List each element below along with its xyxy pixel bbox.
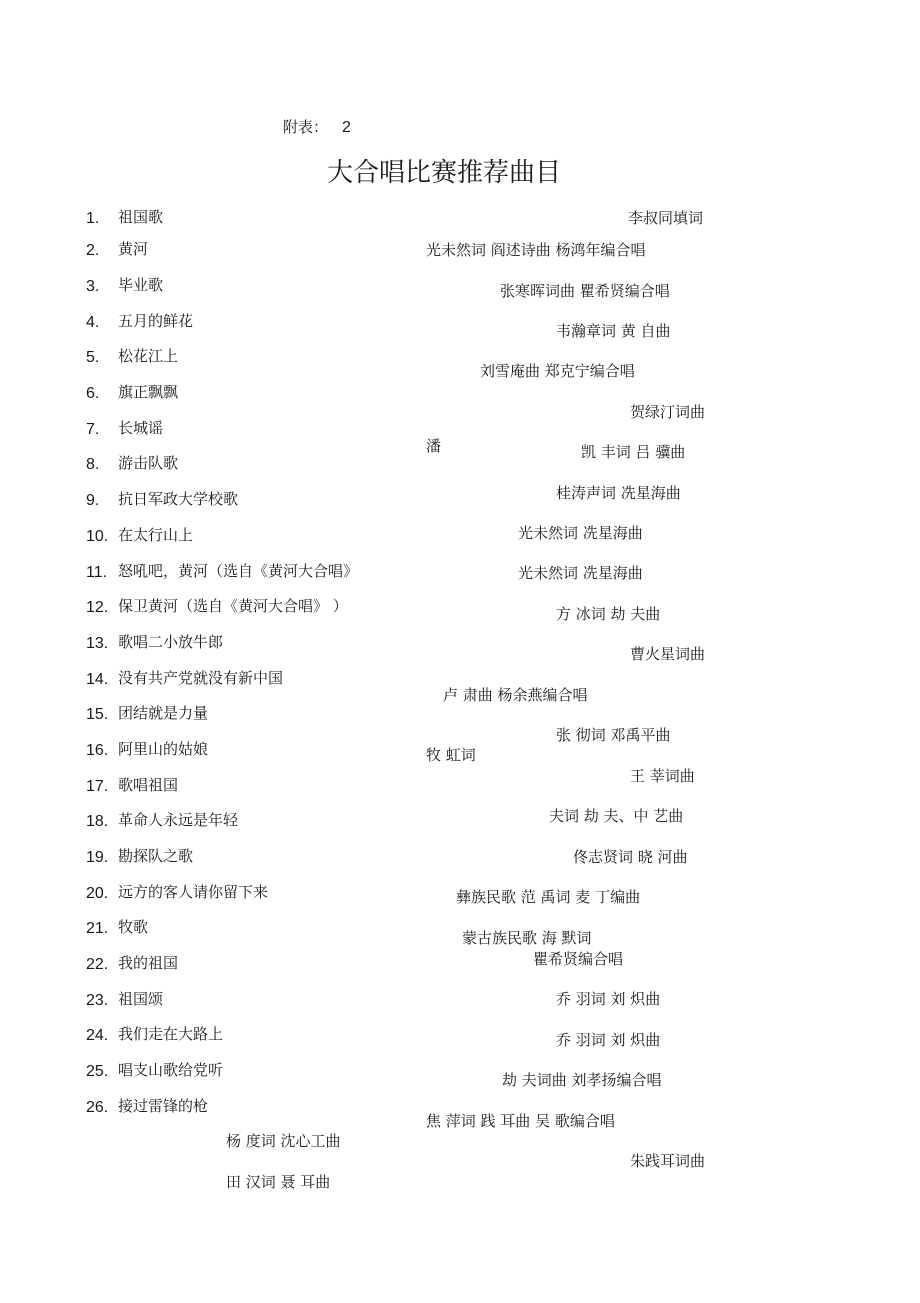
song-item: [86, 1027, 108, 1044]
song-credit: 光未然词 阎述诗曲 杨鸿年编合唱: [426, 241, 646, 259]
song-credit: 方 冰词 劫 夫曲: [556, 605, 661, 623]
song-credit: 劫 夫词曲 刘孝扬编合唱: [502, 1071, 662, 1089]
song-item: [86, 456, 99, 473]
song-item: [86, 778, 108, 795]
song-credit: 张 彻词 邓禹平曲: [556, 726, 671, 744]
song-item: [86, 635, 108, 652]
song-title: 保卫黄河（选自《黄河大合唱》 ）: [118, 597, 348, 615]
song-title: 祖国歌: [118, 208, 164, 226]
song-credit: 凯 丰词 吕 骥曲: [581, 443, 686, 461]
song-title: 在太行山上: [118, 526, 194, 544]
song-item: [86, 742, 108, 759]
song-title: 勘探队之歌: [118, 847, 194, 865]
song-credit: 朱践耳词曲: [630, 1152, 706, 1170]
song-number: 16.: [86, 742, 109, 759]
song-number: 11.: [86, 564, 108, 581]
song-item: [86, 421, 99, 438]
song-title: 牧歌: [118, 918, 149, 936]
song-item: [86, 706, 108, 723]
song-credit: 贺绿汀词曲: [630, 403, 706, 421]
song-item: [86, 599, 108, 616]
song-number: 8.: [86, 456, 100, 473]
song-item: [86, 314, 99, 331]
song-title: 歌唱二小放牛郎: [118, 633, 224, 651]
song-credit: 王 莘词曲: [630, 767, 695, 785]
song-item: [86, 528, 108, 545]
song-title: 怒吼吧，黄河（选自《黄河大合唱》: [118, 562, 359, 580]
song-title: 游击队歌: [118, 454, 179, 472]
song-number: 18.: [86, 813, 109, 830]
song-credit: 乔 羽词 刘 炽曲: [556, 990, 661, 1008]
annex-label: [283, 120, 351, 136]
song-credit: 潘: [426, 437, 442, 455]
song-credit: 光未然词 冼星海曲: [518, 564, 643, 582]
song-credit: 张寒晖词曲 瞿希贤编合唱: [500, 282, 670, 300]
song-title: 革命人永远是年轻: [118, 811, 239, 829]
song-item: [86, 385, 99, 402]
song-title: 没有共产党就没有新中国: [118, 669, 284, 687]
song-number: 24.: [86, 1027, 109, 1044]
song-credit: 牧 虹词: [426, 746, 476, 764]
song-item: [86, 956, 108, 973]
song-number: 5.: [86, 349, 100, 366]
song-credit: 焦 萍词 践 耳曲 吴 歌编合唱: [426, 1112, 615, 1130]
song-number: 12.: [86, 599, 109, 616]
song-number: 21.: [86, 920, 109, 937]
song-credit: 蒙古族民歌 海 默词: [462, 929, 592, 947]
song-credit: 光未然词 冼星海曲: [518, 524, 643, 542]
song-title: 松花江上: [118, 347, 179, 365]
song-title: 接过雷锋的枪: [118, 1097, 209, 1115]
song-number: 22.: [86, 956, 109, 973]
song-title: 抗日军政大学校歌: [118, 490, 239, 508]
song-credit: 卢 肃曲 杨余燕编合唱: [443, 686, 588, 704]
song-item: [86, 564, 107, 581]
page-title: 大合唱比赛推荐曲目: [326, 158, 561, 188]
song-number: 7.: [86, 421, 100, 438]
song-number: 25.: [86, 1063, 109, 1080]
song-title: 我们走在大路上: [118, 1025, 224, 1043]
song-item: [86, 278, 99, 295]
song-title: 远方的客人请你留下来: [118, 883, 269, 901]
song-title: 黄河: [118, 240, 149, 258]
song-title: 旗正飘飘: [118, 383, 179, 401]
song-number: 15.: [86, 706, 109, 723]
song-number: 4.: [86, 314, 100, 331]
song-credit: 曹火星词曲: [630, 645, 706, 663]
song-number: 26.: [86, 1099, 109, 1116]
song-credit: 夫词 劫 夫、中 艺曲: [549, 807, 684, 825]
annex-number: 2: [342, 119, 351, 136]
song-credit: 佟志贤词 晓 河曲: [573, 848, 688, 866]
song-item: [86, 210, 99, 227]
song-number: 13.: [86, 635, 109, 652]
song-number: 19.: [86, 849, 109, 866]
song-item: [86, 349, 99, 366]
song-number: 2.: [86, 242, 100, 259]
song-title: 团结就是力量: [118, 704, 209, 722]
song-title: 歌唱祖国: [118, 776, 179, 794]
song-credit: 彝族民歌 范 禹词 麦 丁编曲: [456, 888, 641, 906]
song-credit: 乔 羽词 刘 炽曲: [556, 1031, 661, 1049]
song-item: [86, 849, 108, 866]
song-credit: 桂涛声词 冼星海曲: [556, 484, 681, 502]
song-item: [86, 992, 108, 1009]
song-title: 长城谣: [118, 419, 164, 437]
song-number: 1.: [86, 210, 100, 227]
song-item: [86, 242, 99, 259]
song-number: 6.: [86, 385, 100, 402]
song-number: 20.: [86, 885, 109, 902]
song-title: 祖国颂: [118, 990, 164, 1008]
song-credit: 刘雪庵曲 郑克宁编合唱: [480, 362, 635, 380]
song-title: 我的祖国: [118, 954, 179, 972]
song-number: 9.: [86, 492, 100, 509]
song-number: 14.: [86, 671, 109, 688]
song-number: 3.: [86, 278, 100, 295]
song-item: [86, 1063, 108, 1080]
song-title: 五月的鲜花: [118, 312, 194, 330]
song-item: [86, 885, 108, 902]
song-title: 毕业歌: [118, 276, 164, 294]
annex-label-text: 附表：: [283, 118, 329, 136]
song-credit: 田 汉词 聂 耳曲: [226, 1173, 331, 1191]
song-item: [86, 920, 108, 937]
song-credit: 杨 度词 沈心工曲: [226, 1132, 341, 1150]
song-credit: 李叔同填词: [628, 209, 704, 227]
song-number: 23.: [86, 992, 109, 1009]
song-number: 17.: [86, 778, 109, 795]
song-credit: 瞿希贤编合唱: [533, 950, 624, 968]
song-item: [86, 492, 99, 509]
song-number: 10.: [86, 528, 109, 545]
song-item: [86, 813, 108, 830]
song-item: [86, 1099, 108, 1116]
song-item: [86, 671, 108, 688]
song-title: 唱支山歌给党听: [118, 1061, 224, 1079]
song-credit: 韦瀚章词 黄 自曲: [556, 322, 671, 340]
song-title: 阿里山的姑娘: [118, 740, 209, 758]
